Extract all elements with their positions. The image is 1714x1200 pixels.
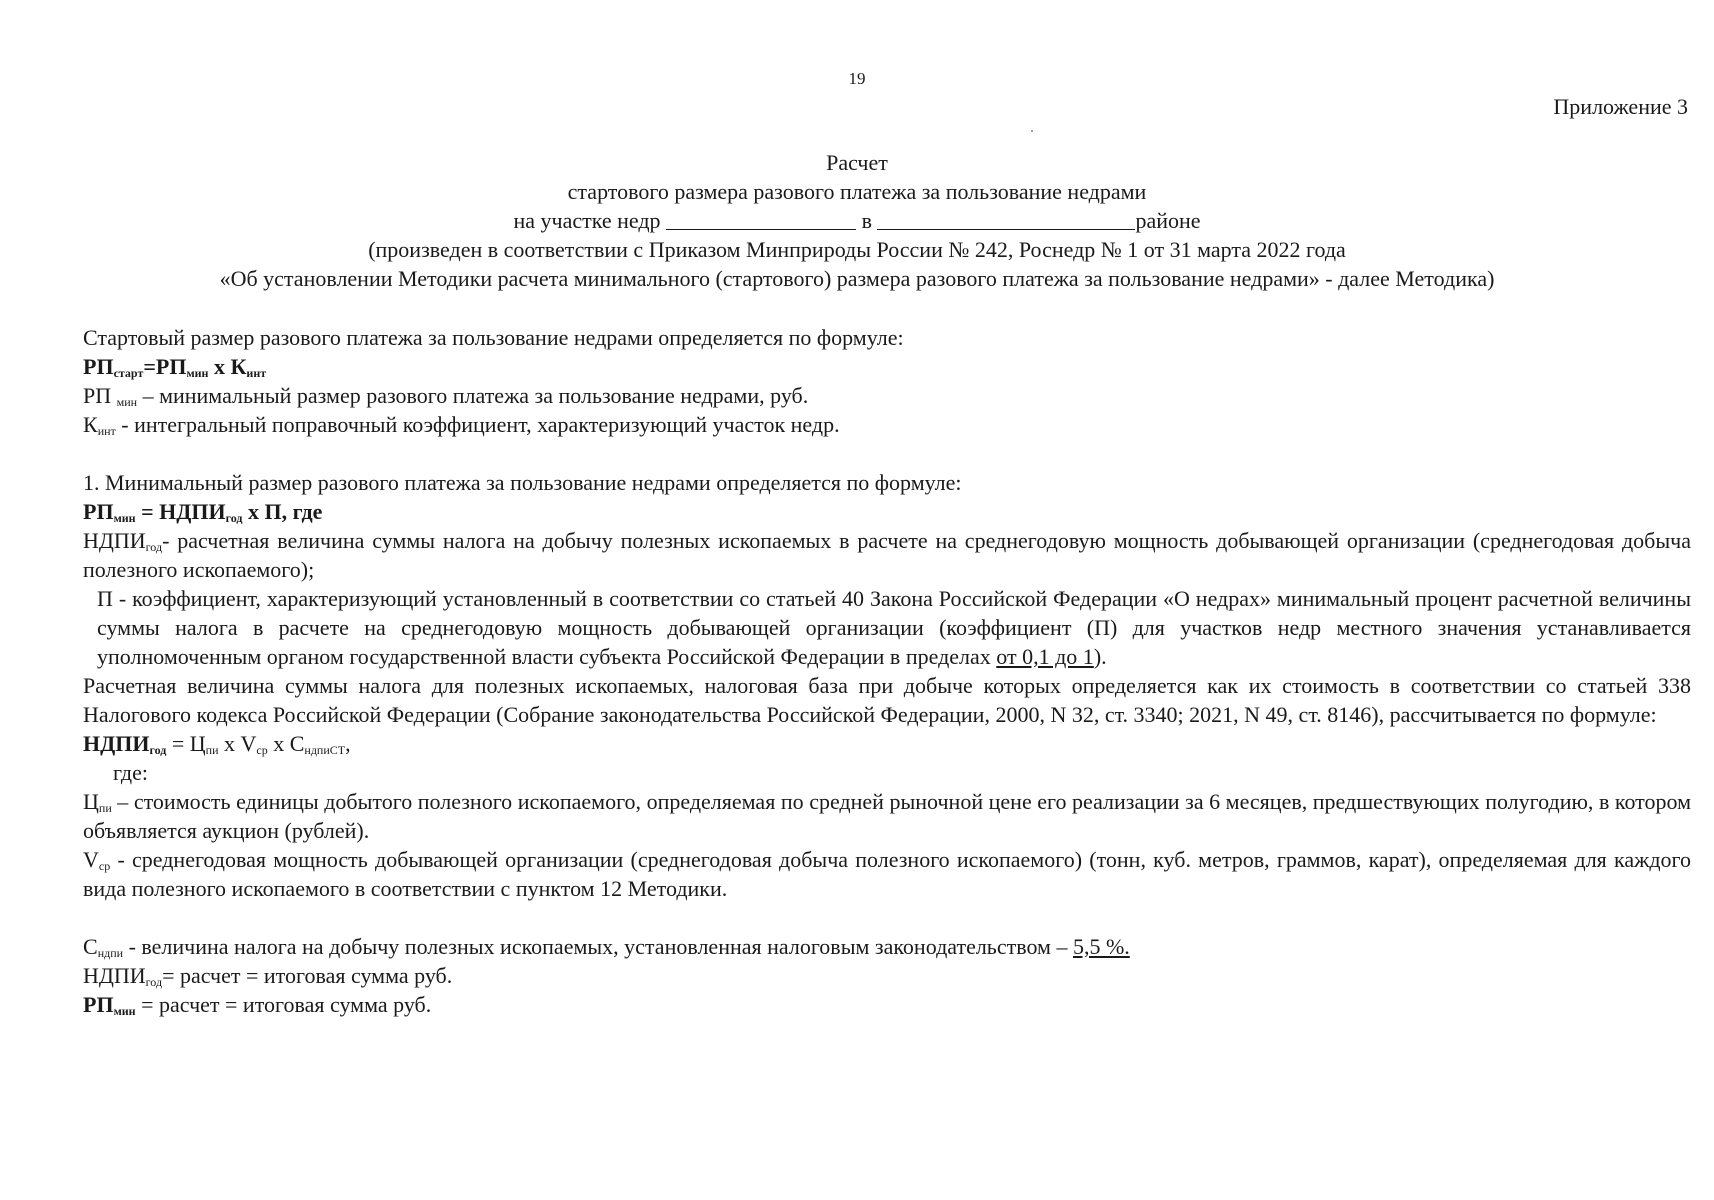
formula3-sub-god: год: [149, 743, 167, 757]
formula2-rp: РП: [83, 499, 114, 524]
def-rp-sub: мин: [116, 395, 138, 409]
def-rp-min: [25, 381, 1691, 410]
formula3-sub-sr: ср: [256, 743, 268, 757]
calc-paragraph: Расчетная величина суммы налога для полезных ископаемых, налоговая база при добыче которых определяется как их стоимость в соответствии со статьей 338 Налогового кодекса Российской Федерации (Собрание законодательства Российской Федерации, 2000, N 32, ст. 3340; 2021, N 49, ст. 8146), рассчитывается по формуле:: [83, 673, 1691, 727]
def-ndpi-sub: год: [145, 540, 163, 554]
def-rp-text: – минимальный размер разового платежа за пользование недрами, руб.: [137, 383, 809, 408]
def-tax-rate-value: 5,5 %.: [1072, 934, 1130, 959]
formula2-sub-god: год: [225, 511, 243, 525]
formula3-c: = Ц: [166, 731, 206, 756]
def-price-sub: пи: [98, 801, 112, 815]
formula-sub-min: мин: [186, 366, 209, 380]
start-formula: [25, 352, 1691, 381]
def-ndpi-symbol: НДПИ: [83, 528, 146, 553]
def-price-symbol: Ц: [83, 789, 99, 814]
def-k-int: [25, 410, 1691, 439]
def-ndpi: [25, 526, 1691, 584]
section-1-heading: 1. Минимальный размер разового платежа за пользование недрами определяется по формуле:: [83, 470, 962, 495]
formula2-sub-min: мин: [113, 511, 136, 525]
formula2-rest: х П, где: [242, 499, 323, 524]
district-name-blank[interactable]: [877, 209, 1135, 230]
formula3-s: х С: [267, 731, 305, 756]
result-rp-sub: мин: [113, 1004, 136, 1018]
result-ndpi-sub: год: [145, 975, 163, 989]
formula3-sub-st: ндпиСТ: [304, 743, 346, 757]
site-name-blank[interactable]: [666, 209, 856, 230]
def-volume-text: - среднегодовая мощность добывающей организации (среднегодовая добыча полезного ископаемого) (тонн, куб. метров, граммов, карат), определяемая для каждого вида полезного ископаемого в соответствии с пунктом 12 Методики.: [83, 847, 1691, 901]
formula-sub-start: старт: [113, 366, 144, 380]
document-title-block: [0, 148, 1714, 293]
def-tax-rate: [25, 932, 1691, 961]
where-label: где:: [113, 760, 148, 785]
def-price: [25, 787, 1691, 845]
result-ndpi: [25, 961, 1691, 990]
formula-sub-int: инт: [246, 366, 267, 380]
appendix-label: Приложение 3: [1553, 94, 1688, 119]
def-tax-symbol: С: [83, 934, 98, 959]
formula-eq: =РП: [143, 354, 187, 379]
result-rp-symbol: РП: [83, 992, 114, 1017]
min-formula: [25, 497, 1691, 526]
formula2-ndpi: = НДПИ: [135, 499, 226, 524]
def-volume: [25, 845, 1691, 903]
def-p-range: от 0,1 до 1: [996, 644, 1094, 669]
page-number: 19: [848, 69, 866, 88]
formula3-v: х V: [218, 731, 257, 756]
formula-rp: РП: [83, 354, 114, 379]
def-k-sub: инт: [97, 424, 116, 438]
def-tax-sub: ндпи: [97, 946, 124, 960]
result-ndpi-text: = расчет = итоговая сумма руб.: [162, 963, 453, 988]
def-k-symbol: К: [83, 412, 98, 437]
def-tax-text: - величина налога на добычу полезных ископаемых, установленная налоговым законодательством –: [123, 934, 1073, 959]
document-body: [25, 323, 1691, 1019]
def-p-coefficient: [25, 584, 1691, 671]
def-rp-symbol: РП: [83, 383, 117, 408]
result-rp-text: = расчет = итоговая сумма руб.: [135, 992, 432, 1017]
def-ndpi-text: - расчетная величина суммы налога на добычу полезных ископаемых в расчете на среднегодовую мощность добывающей организации (среднегодовая добыча полезного ископаемого);: [83, 528, 1691, 582]
def-volume-symbol: V: [83, 847, 99, 872]
title-line-3: [0, 206, 1714, 235]
def-volume-sub: ср: [98, 859, 111, 873]
title-line-5: «Об установлении Методики расчета минимального (стартового) размера разового платежа за пользование недрами» - далее Методика): [219, 266, 1495, 291]
title-in-label: в: [861, 208, 872, 233]
title-site-label: на участке недр: [513, 208, 661, 233]
intro-paragraph: Стартовый размер разового платежа за пользование недрами определяется по формуле:: [83, 325, 904, 350]
title-line-2: стартового размера разового платежа за пользование недрами: [567, 179, 1147, 204]
ndpi-formula: [25, 729, 1691, 758]
result-rp-min: [25, 990, 1691, 1019]
def-price-text: – стоимость единицы добытого полезного ископаемого, определяемая по средней рыночной цене его реализации за 6 месяцев, предшествующих полугодию, в котором объявляется аукцион (рублей).: [83, 789, 1691, 843]
title-line-1: Расчет: [826, 150, 888, 175]
formula3-ndpi: НДПИ: [83, 731, 150, 756]
spacer: [25, 903, 1691, 932]
scan-speck: [1031, 130, 1033, 132]
spacer: [25, 439, 1691, 468]
title-district-label: районе: [1135, 208, 1201, 233]
result-ndpi-symbol: НДПИ: [83, 963, 146, 988]
formula-k: х К: [208, 354, 247, 379]
formula3-end: ,: [345, 731, 351, 756]
formula3-sub-pi: пи: [205, 743, 219, 757]
def-p-end: ).: [1093, 644, 1107, 669]
def-k-text: - интегральный поправочный коэффициент, характеризующий участок недр.: [115, 412, 840, 437]
def-p-text: П - коэффициент, характеризующий установленный в соответствии со статьей 40 Закона Российской Федерации «О недрах» минимальный процент расчетной величины суммы налога в расчете на среднегодовую мощность добывающей организации (коэффициент (П) для участков недр местного значения устанавливается уполномоченным органом государственной власти субъекта Российской Федерации в пределах: [97, 586, 1691, 669]
title-line-4: (произведен в соответствии с Приказом Минприроды России № 242, Роснедр № 1 от 31 марта 2022 года: [368, 237, 1346, 262]
